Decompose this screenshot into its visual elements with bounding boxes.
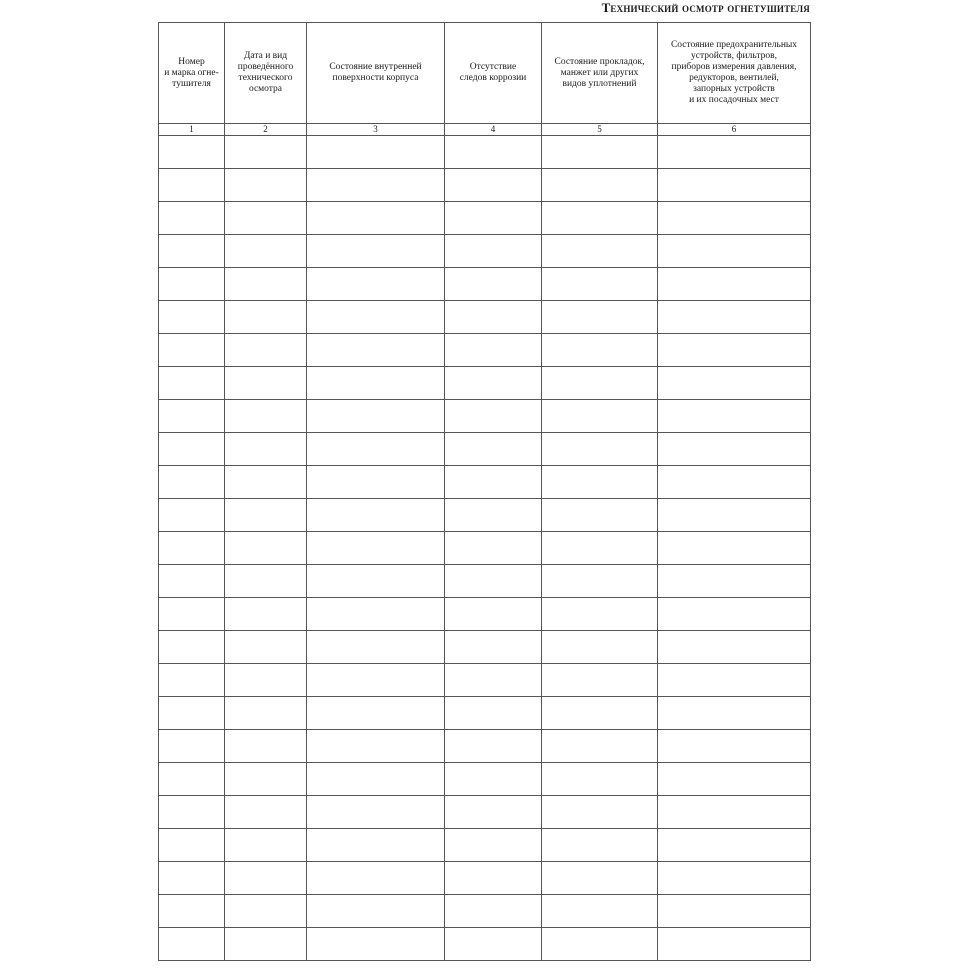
table-cell[interactable] [159,763,225,796]
table-cell[interactable] [542,730,658,763]
table-cell[interactable] [307,334,445,367]
table-cell[interactable] [658,631,811,664]
table-cell[interactable] [542,895,658,928]
column-header-safety-devices: Состояние предохранительных устройств, фильтров, приборов измерения давления, редукторов, вентилей, запорных устройств и их посадочных мест [658,23,811,124]
table-cell[interactable] [542,433,658,466]
table-cell[interactable] [542,268,658,301]
table-cell[interactable] [307,499,445,532]
table-cell[interactable] [159,169,225,202]
column-header-extinguisher-number: Номер и марка огне- тушителя [159,23,225,124]
table-cell[interactable] [658,697,811,730]
table-cell[interactable] [658,532,811,565]
table-cell[interactable] [542,400,658,433]
column-header-corrosion: Отсутствие следов коррозии [445,23,542,124]
table-cell[interactable] [658,763,811,796]
table-cell[interactable] [225,334,307,367]
table-cell[interactable] [307,895,445,928]
table-cell[interactable] [658,268,811,301]
table-cell[interactable] [159,664,225,697]
table-cell[interactable] [658,895,811,928]
table-cell[interactable] [307,928,445,961]
table-cell[interactable] [225,136,307,169]
table-cell[interactable] [445,334,542,367]
table-cell[interactable] [225,631,307,664]
table-cell[interactable] [542,301,658,334]
table-cell[interactable] [307,532,445,565]
table-row [159,598,811,631]
page-title: Технический осмотр огнетушителя [601,0,810,15]
table-cell[interactable] [445,763,542,796]
table-cell[interactable] [307,367,445,400]
table-cell[interactable] [658,928,811,961]
table-cell[interactable] [225,664,307,697]
table-row [159,301,811,334]
table-cell[interactable] [307,202,445,235]
table-cell[interactable] [445,862,542,895]
table-cell[interactable] [542,466,658,499]
table-cell[interactable] [542,763,658,796]
table-cell[interactable] [658,169,811,202]
table-cell[interactable] [542,664,658,697]
table-cell[interactable] [225,598,307,631]
table-cell[interactable] [658,565,811,598]
table-cell[interactable] [225,499,307,532]
table-cell[interactable] [159,400,225,433]
table-cell[interactable] [445,301,542,334]
table-row [159,532,811,565]
table-cell[interactable] [225,466,307,499]
table-cell[interactable] [542,829,658,862]
table-cell[interactable] [225,532,307,565]
table-cell[interactable] [225,565,307,598]
table-cell[interactable] [658,235,811,268]
header-row [159,23,811,124]
column-number: 2 [225,124,307,136]
table-row [159,631,811,664]
table-cell[interactable] [445,499,542,532]
table-cell[interactable] [307,169,445,202]
table-cell[interactable] [159,433,225,466]
table-cell[interactable] [658,334,811,367]
table-cell[interactable] [159,367,225,400]
table-cell[interactable] [159,796,225,829]
table-cell[interactable] [159,565,225,598]
table-cell[interactable] [445,796,542,829]
table-row [159,730,811,763]
table-cell[interactable] [445,598,542,631]
table-cell[interactable] [225,400,307,433]
table-cell[interactable] [445,829,542,862]
table-cell[interactable] [225,433,307,466]
column-header-inner-surface: Состояние внутренней поверхности корпуса [307,23,445,124]
table-cell[interactable] [542,796,658,829]
table-cell[interactable] [445,895,542,928]
table-row [159,895,811,928]
table-cell[interactable] [542,499,658,532]
table-cell[interactable] [445,136,542,169]
table-cell[interactable] [159,136,225,169]
table-cell[interactable] [542,235,658,268]
column-number: 1 [159,124,225,136]
column-number: 4 [445,124,542,136]
table-cell[interactable] [445,466,542,499]
table-cell[interactable] [225,202,307,235]
table-cell[interactable] [542,697,658,730]
table-cell[interactable] [658,433,811,466]
table-row [159,928,811,961]
table-row [159,862,811,895]
table-cell[interactable] [225,763,307,796]
table-cell[interactable] [225,730,307,763]
table-cell[interactable] [307,235,445,268]
table-cell[interactable] [445,730,542,763]
table-cell[interactable] [307,565,445,598]
table-cell[interactable] [307,664,445,697]
table-cell[interactable] [307,631,445,664]
table-cell[interactable] [658,136,811,169]
table-cell[interactable] [445,268,542,301]
table-cell[interactable] [225,697,307,730]
table-cell[interactable] [225,895,307,928]
table-cell[interactable] [445,169,542,202]
column-header-seals: Состояние прокладок, манжет или других видов уплотнений [542,23,658,124]
table-cell[interactable] [159,631,225,664]
table-cell[interactable] [159,202,225,235]
table-cell[interactable] [307,466,445,499]
table-cell[interactable] [225,928,307,961]
table-cell[interactable] [159,598,225,631]
table-cell[interactable] [307,400,445,433]
table-cell[interactable] [159,235,225,268]
table-cell[interactable] [307,829,445,862]
table-cell[interactable] [225,367,307,400]
column-number: 5 [542,124,658,136]
table-cell[interactable] [658,400,811,433]
table-cell[interactable] [542,334,658,367]
table-cell[interactable] [307,433,445,466]
table-cell[interactable] [307,598,445,631]
table-cell[interactable] [225,829,307,862]
table-cell[interactable] [225,796,307,829]
table-cell[interactable] [542,598,658,631]
table-cell[interactable] [159,466,225,499]
table-cell[interactable] [159,499,225,532]
table-body [159,136,811,961]
table-cell[interactable] [658,202,811,235]
table-cell[interactable] [445,532,542,565]
table-row [159,499,811,532]
table-cell[interactable] [658,664,811,697]
table-cell[interactable] [445,928,542,961]
table-cell[interactable] [225,235,307,268]
table-cell[interactable] [307,268,445,301]
table-row [159,796,811,829]
column-number: 6 [658,124,811,136]
table-cell[interactable] [159,301,225,334]
table-cell[interactable] [658,829,811,862]
table-cell[interactable] [658,499,811,532]
table-cell[interactable] [445,697,542,730]
table-cell[interactable] [658,466,811,499]
table-row [159,334,811,367]
table-cell[interactable] [159,730,225,763]
table-cell[interactable] [658,730,811,763]
column-number: 3 [307,124,445,136]
table-cell[interactable] [159,532,225,565]
table-cell[interactable] [542,202,658,235]
table-cell[interactable] [159,697,225,730]
table-cell[interactable] [159,862,225,895]
table-cell[interactable] [658,862,811,895]
table-cell[interactable] [658,367,811,400]
table-cell[interactable] [307,796,445,829]
table-cell[interactable] [445,565,542,598]
table-cell[interactable] [445,367,542,400]
table-cell[interactable] [445,433,542,466]
table-row [159,136,811,169]
inspection-log-table [158,22,811,961]
table-row [159,829,811,862]
table-cell[interactable] [445,631,542,664]
table-cell[interactable] [307,763,445,796]
table-cell[interactable] [307,697,445,730]
table-row [159,763,811,796]
table-row [159,400,811,433]
table-row [159,169,811,202]
table-cell[interactable] [445,400,542,433]
table-cell[interactable] [159,829,225,862]
table-row [159,235,811,268]
table-cell[interactable] [225,169,307,202]
table-cell[interactable] [445,235,542,268]
table-cell[interactable] [542,928,658,961]
table-cell[interactable] [159,268,225,301]
table-cell[interactable] [307,136,445,169]
table-cell[interactable] [307,730,445,763]
table-row [159,664,811,697]
table-cell[interactable] [307,301,445,334]
table-cell[interactable] [307,862,445,895]
table-cell[interactable] [159,334,225,367]
table-cell[interactable] [542,169,658,202]
table-row [159,697,811,730]
table-row [159,202,811,235]
table-cell[interactable] [542,862,658,895]
table-cell[interactable] [225,301,307,334]
table-cell[interactable] [542,631,658,664]
table-row [159,367,811,400]
table-row [159,565,811,598]
table-row [159,433,811,466]
table-row [159,268,811,301]
table-cell[interactable] [225,862,307,895]
column-number-row [159,124,811,136]
table-cell[interactable] [542,532,658,565]
table-cell[interactable] [445,664,542,697]
table-cell[interactable] [542,367,658,400]
table-row [159,466,811,499]
table-cell[interactable] [542,136,658,169]
table-cell[interactable] [658,796,811,829]
table-cell[interactable] [225,268,307,301]
table-cell[interactable] [542,565,658,598]
table-cell[interactable] [445,202,542,235]
table-cell[interactable] [658,301,811,334]
column-header-inspection-date: Дата и вид проведённого технического осмотра [225,23,307,124]
table-cell[interactable] [658,598,811,631]
table-cell[interactable] [159,895,225,928]
table-cell[interactable] [159,928,225,961]
